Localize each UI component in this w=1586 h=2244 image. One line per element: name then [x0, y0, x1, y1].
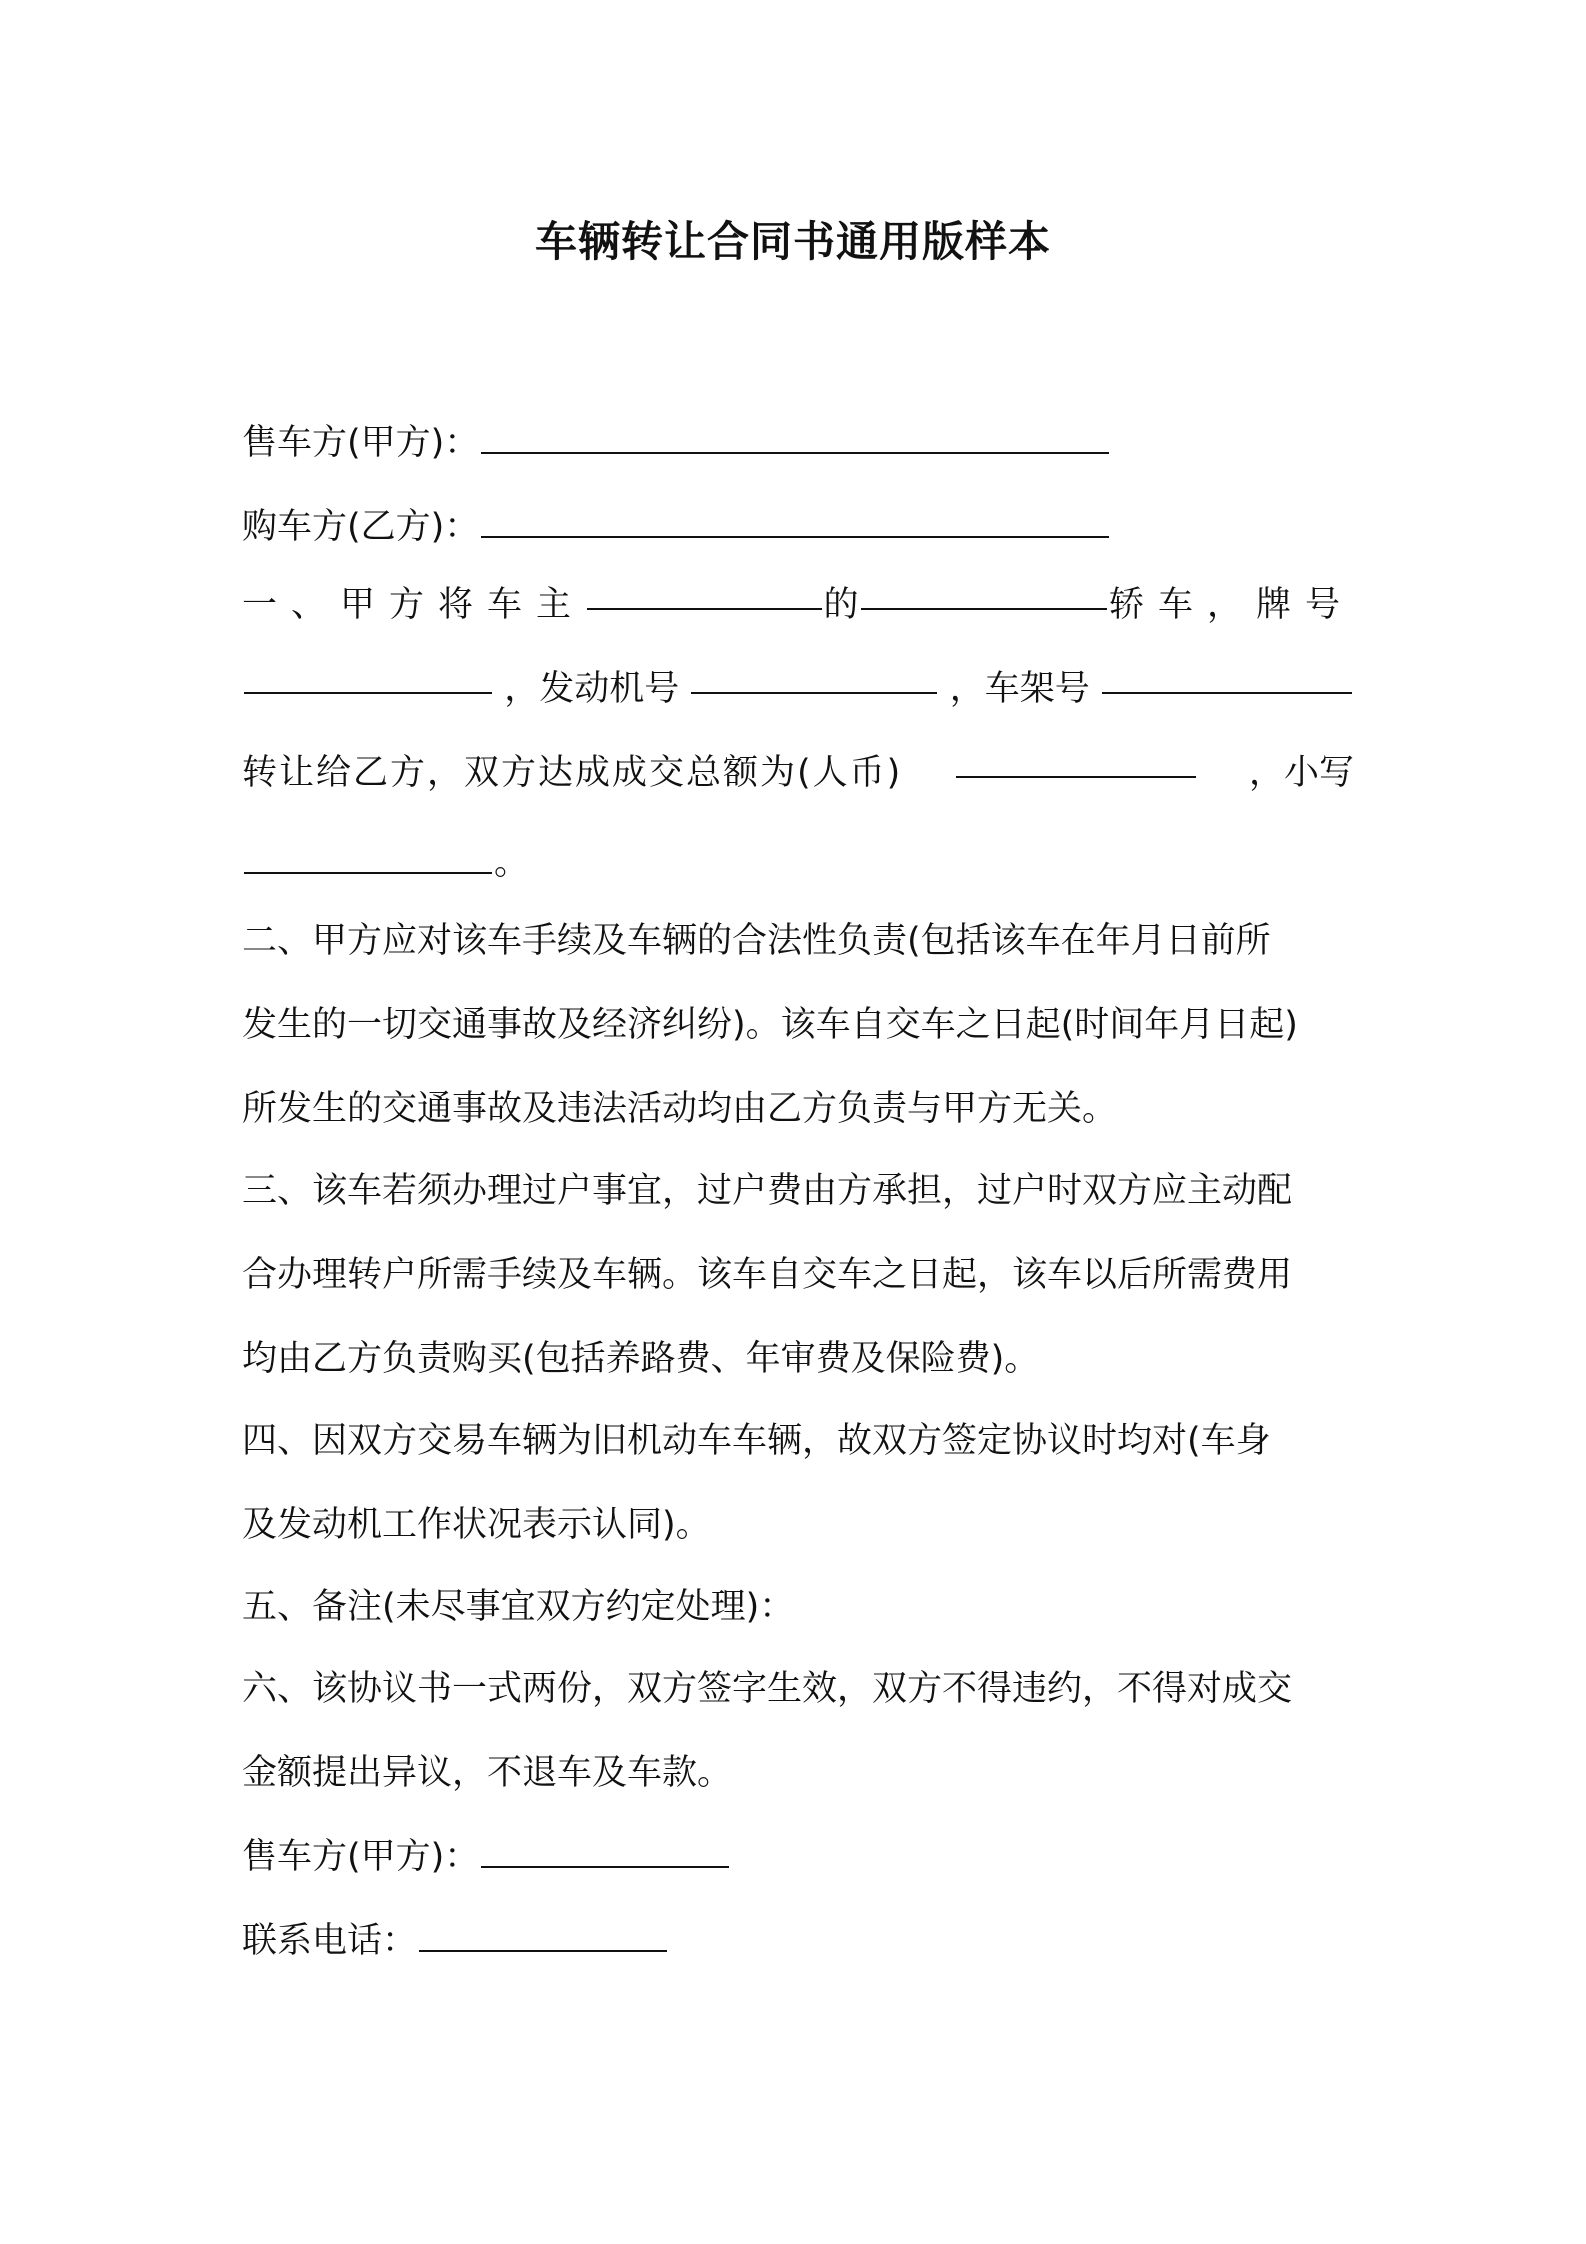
clause3-line1: 三、该车若须办理过户事宜，过户费由方承担，过户时双方应主动配	[242, 1171, 1293, 1211]
seller-blank[interactable]	[481, 424, 1109, 454]
sign-seller-line	[242, 1832, 1354, 1882]
sign-phone-label: 联系电话：	[242, 1921, 418, 1961]
clause6-line1: 六、该协议书一式两份，双方签字生效，双方不得违约，不得对成交	[242, 1669, 1293, 1709]
clause1-part-g: ，小写	[1248, 753, 1354, 793]
total-amount-blank[interactable]	[956, 748, 1196, 778]
buyer-blank[interactable]	[481, 508, 1109, 538]
clause2-line1: 二、甲方应对该车手续及车辆的合法性负责(包括该车在年月日前所	[242, 921, 1271, 961]
clause1-part-h: 。	[494, 843, 530, 883]
clause1-part-f: 转让给乙方，双方达成成交总额为(人币)	[242, 753, 903, 793]
buyer-line	[242, 502, 1354, 552]
page-title: 车辆转让合同书通用版样本	[534, 217, 1051, 266]
clause4-line1: 四、因双方交易车辆为旧机动车车辆，故双方签定协议时均对(车身	[242, 1421, 1271, 1461]
clause2-line2: 发生的一切交通事故及经济纠纷)。该车自交车之日起(时间年月日起)	[242, 1005, 1298, 1045]
clause1-line1	[242, 580, 1354, 630]
sign-seller-label: 售车方(甲方)：	[242, 1837, 480, 1877]
plate-blank[interactable]	[244, 664, 492, 694]
clause3-line3: 均由乙方负责购买(包括养路费、年审费及保险费)。	[242, 1339, 1040, 1379]
seller-label: 售车方(甲方)：	[242, 423, 480, 463]
clause5-line: 五、备注(未尽事宜双方约定处理)：	[242, 1587, 795, 1627]
clause3-line2: 合办理转户所需手续及车辆。该车自交车之日起，该车以后所需费用	[242, 1255, 1293, 1295]
clause2-line3: 所发生的交通事故及违法活动均由乙方负责与甲方无关。	[242, 1089, 1118, 1129]
amount-lowercase-blank[interactable]	[244, 844, 492, 874]
engine-number-blank[interactable]	[691, 664, 937, 694]
seller-line	[242, 418, 1354, 468]
vin-blank[interactable]	[1102, 664, 1352, 694]
sign-phone-line	[242, 1916, 1354, 1966]
clause1-line2	[242, 664, 1354, 714]
clause1-part-c: 轿车，牌号	[1108, 585, 1354, 625]
clause1-part-e: ，车架号	[949, 669, 1090, 709]
clause1-line3	[242, 748, 1354, 798]
clause1-part-d: ，发动机号	[504, 669, 680, 709]
sign-phone-blank[interactable]	[419, 1922, 667, 1952]
clause1-part-b: 的	[823, 585, 859, 625]
clause6-line2: 金额提出异议，不退车及车款。	[242, 1753, 733, 1793]
clause4-line2: 及发动机工作状况表示认同)。	[242, 1505, 711, 1545]
owner-blank[interactable]	[587, 580, 822, 610]
clause1-line4	[242, 838, 1354, 888]
sign-seller-blank[interactable]	[481, 1838, 729, 1868]
buyer-label: 购车方(乙方)：	[242, 507, 480, 547]
car-model-blank[interactable]	[861, 580, 1107, 610]
clause1-part-a: 一、甲方将车主	[242, 585, 586, 625]
